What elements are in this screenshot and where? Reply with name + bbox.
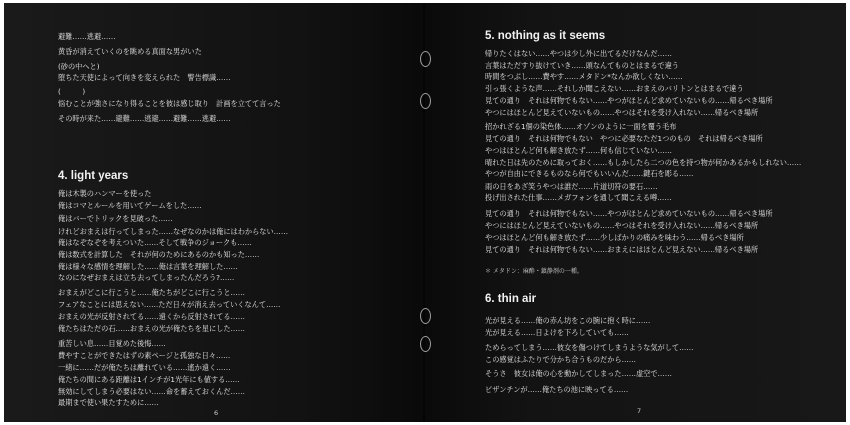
lyric-line: (砂の中へと)	[58, 62, 100, 71]
lyric-line: 一緒に……だが俺たちは離れている……遙か遠く……	[58, 363, 231, 372]
lyric-line: やつが自由にできるものなら何でもいいんだ……鍵石を彫る……	[485, 169, 694, 178]
left-page	[4, 3, 424, 422]
lyric-line: やつにはほとんど見えていないもの……やつはそれを受け入れない……帰るべき場所	[485, 108, 759, 117]
lyric-line: 悩むことが強さになり得ることを彼は感じ取り 計画を立てて言った	[58, 99, 281, 108]
lyric-line: 俺はバーでトリックを見破った……	[58, 214, 173, 223]
page-number: 7	[637, 407, 642, 415]
lyric-line: 見ての通り それは何物でもない やつに必要なただ1つのもの それは帰るべき場所	[485, 134, 763, 143]
booklet-spread	[4, 3, 846, 422]
lyric-line: 光が見える……日よけを下ろしていても……	[485, 328, 629, 337]
lyric-line: 費やすことができたはずの素ページと孤独な日々……	[58, 351, 231, 360]
lyric-line: 無効にしてしまう必要はない……命を蓄えておくんだ……	[58, 387, 245, 396]
lyric-line: けれどおまえは行ってしまった……なぜなのかは俺にはわからない……	[58, 227, 289, 236]
lyric-line: やつにはほとんど見えていないもの……やつはそれを受け入れない……帰るべき場所	[485, 221, 759, 230]
lyric-line: 雨の日をあざ笑うやつは誰だ……片道切符の要石……	[485, 182, 658, 191]
lyric-line: 引っ張くような声……それしか聞こえない……おまえのバリトンとはまるで違う	[485, 84, 744, 93]
song-title: 4. light years	[58, 170, 129, 182]
lyric-line: 投げ出された仕事……メガフォンを通して聞こえる噂……	[485, 193, 672, 202]
lyric-line: 見ての通り それは何物でもない……やつがほとんど求めていないもの……帰るべき場所	[485, 209, 773, 218]
lyric-line: おまえの光が反射されてる……遠くから反射されてる……	[58, 312, 245, 321]
page-number: 6	[214, 409, 219, 417]
right-page	[425, 3, 846, 422]
lyric-line: フェアなことには思えない……ただ日々が消え去っていくなんて……	[58, 300, 281, 309]
lyric-line: ( )	[58, 87, 86, 96]
lyric-line: そうさ 彼女は俺の心を動かしてしまった……虚空で……	[485, 369, 672, 378]
lyric-line: 重苦しい息……目覚めた後悔……	[58, 339, 166, 348]
lyric-line: やつはほとんど何も解き放たず……何も信じていない……	[485, 146, 672, 155]
lyric-line: なのになぜおまえは立ち去ってしまったんだろう?……	[58, 273, 235, 282]
song-title: 6. thin air	[485, 293, 537, 305]
lyric-line: 帰りたくはない……やつは少し外に出てるだけなんだ……	[485, 49, 672, 58]
lyric-line: 最期まで使い果たすために……	[58, 398, 159, 407]
lyric-line: 招かれざる1個の染色体……オゾンのように一面を覆う毛布	[485, 122, 677, 131]
lyric-line: 俺はコマとルールを用いてゲームをした……	[58, 201, 202, 210]
lyric-line: やつはほとんど何も解き放たず……少しばかりの痛みを味わう……帰るべき場所	[485, 233, 744, 242]
lyric-line: その時が来た……避難……逃避……避難……逃避……	[58, 114, 231, 123]
lyric-line: この感覚はふたりで分かち合うものだから……	[485, 355, 636, 364]
footnote: ＊ メタドン：麻酔・鎮静剤の一種。	[485, 268, 583, 275]
song-title: 5. nothing as it seems	[485, 30, 606, 42]
lyric-line: 言葉はただすり抜けていき……頭なんてものとはまるで違う	[485, 61, 679, 70]
lyric-line: 俺はなぞなぞを考えついた……そして戦争のジョークも……	[58, 238, 252, 247]
lyric-line: 晴れた日は先のために取っておく……もしかしたら二つの色を持つ物が何かあるかもしれない……	[485, 158, 802, 167]
lyric-line: 俺たちの間にある距離は1インチが1光年にも値する……	[58, 375, 240, 384]
lyric-line: 避難……逃避……	[58, 32, 116, 41]
lyric-line: 俺は様々な感情を理解した……俺は言葉を理解した……	[58, 262, 238, 271]
lyric-line: 黄昏が消えていくのを眺める真面な男がいた	[58, 47, 202, 56]
staple	[420, 308, 431, 324]
lyric-line: ためらってしまう……彼女を傷つけてしまうような気がして……	[485, 343, 694, 352]
staple	[420, 51, 431, 67]
lyric-line: 光が見える……俺の赤ん坊をこの腕に抱く時に……	[485, 316, 651, 325]
staple	[420, 93, 431, 109]
lyric-line: 俺は木製のハンマーを使った	[58, 189, 152, 198]
lyric-line: 時間をつぶし……費やす……メタドン*なんか欲しくない……	[485, 72, 683, 81]
lyric-line: おまえがどこに行こうと……俺たちがどこに行こうと……	[58, 288, 245, 297]
lyric-line: 堕ちた天使によって向きを変えられた 警告標識……	[58, 73, 231, 82]
lyric-line: 見ての通り それは何物でもない……おまえにはほとんど見えない……帰るべき場所	[485, 245, 759, 254]
lyric-line: 俺たちはただの石……おまえの光が俺たちを星にした……	[58, 324, 245, 333]
lyric-line: 俺は数式を計算した それが何のためにあるのかも知った……	[58, 250, 260, 259]
lyric-line: 見ての通り それは何物でもない……やつがほとんど求めていないもの……帰るべき場所	[485, 96, 773, 105]
staple	[420, 336, 431, 352]
lyric-line: ビザンチンが……俺たちの池に映ってる……	[485, 385, 629, 394]
